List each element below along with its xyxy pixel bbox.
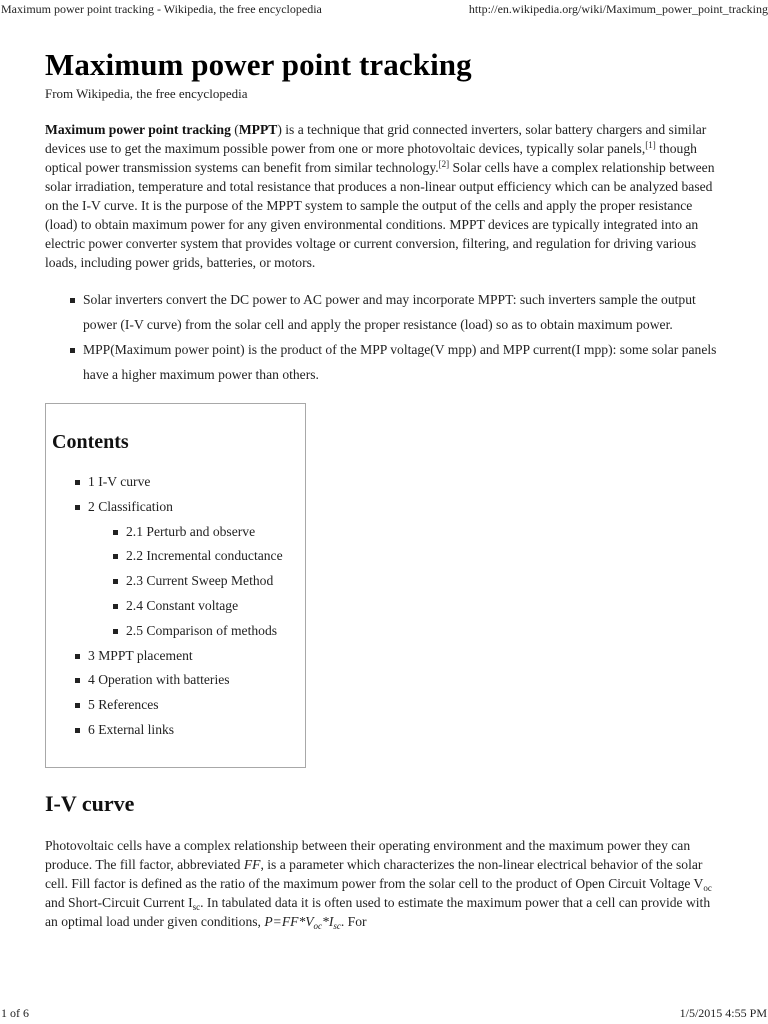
reference-2-link[interactable]: [2] (438, 159, 450, 169)
toc-item-iv-curve[interactable]: 1 I-V curve (52, 470, 299, 495)
subscript: sc (192, 902, 201, 912)
page-title: Maximum power point tracking (45, 47, 472, 82)
section-title-iv-curve: I-V curve (45, 791, 135, 816)
toc-item-mppt-placement[interactable]: 3 MPPT placement (52, 644, 299, 669)
text: ( (230, 122, 239, 137)
article-content (45, 46, 725, 931)
print-header (0, 0, 768, 18)
print-datetime: 1/5/2015 4:55 PM (679, 1006, 767, 1020)
toc-item-comparison-of-methods[interactable]: 2.5 Comparison of methods (52, 619, 299, 644)
toc-item-perturb-and-observe[interactable]: 2.1 Perturb and observe (52, 520, 299, 545)
toc-item-incremental-conductance[interactable]: 2.2 Incremental conductance (52, 544, 299, 569)
text: . For (340, 914, 367, 929)
print-footer (0, 1002, 768, 1024)
subscript: oc (703, 883, 712, 893)
text: and Short-Circuit Current I (45, 895, 193, 910)
article-subtitle: From Wikipedia, the free encyclopedia (45, 86, 248, 101)
text: . In tabulated data it is often used to estimate the maximum power that a cell can provide with an optimal load under given conditions, (45, 895, 711, 929)
abbr-term: MPPT (238, 122, 278, 137)
text: though optical power transmission systems can benefit from similar technology. (45, 141, 697, 175)
toc-item-references[interactable]: 5 References (52, 693, 299, 718)
page-indicator: 1 of 6 (1, 1006, 29, 1020)
toc-item-current-sweep-method[interactable]: 2.3 Current Sweep Method (52, 569, 299, 594)
header-page-title: Maximum power point tracking - Wikipedia, the free encyclopedia (1, 2, 322, 16)
table-of-contents (45, 403, 306, 768)
lead-paragraph (45, 120, 725, 272)
toc-item-operation-with-batteries[interactable]: 4 Operation with batteries (52, 668, 299, 693)
bullet-item: Solar inverters convert the DC power to AC power and may incorporate MPPT: such inverters sample the output power (I-V curve) from the solar cell and apply the proper resistance (load) so as to obtain maximum power. (70, 287, 730, 337)
header-url: http://en.wikipedia.org/wiki/Maximum_power_point_tracking (468, 2, 768, 16)
text: Solar cells have a complex relationship between solar irradiation, temperature and total resistance that produces a non-linear output efficiency which can be analyzed based on the I-V curve. It is the purpose of the MPPT system to sample the output of the cells and apply the proper resistance (load) to obtain maximum power for any given environmental conditions. MPPT devices are typically integrated into an electric power converter system that provides voltage or current conversion, filtering, and regulation for driving various loads, including power grids, batteries, or motors. (45, 160, 715, 270)
bullet-list (70, 287, 730, 387)
toc-item-classification[interactable]: 2 Classification (52, 495, 299, 520)
formula (264, 914, 341, 929)
subscript: oc (313, 921, 323, 931)
toc-list (52, 470, 299, 743)
bold-term: Maximum power point tracking (45, 122, 231, 137)
toc-item-external-links[interactable]: 6 External links (52, 718, 299, 743)
formula-part: *I (322, 914, 334, 929)
formula-part: P=FF*V (264, 914, 314, 929)
iv-curve-paragraph (45, 836, 725, 931)
reference-1-link[interactable]: [1] (645, 140, 656, 150)
bullet-item: MPP(Maximum power point) is the product of the MPP voltage(V mpp) and MPP current(I mpp): some solar panels have a higher maximum power than others. (70, 337, 730, 387)
text: Photovoltaic cells have a complex relationship between their operating environment and the maximum power they can produce. The fill factor, abbreviated (45, 838, 691, 872)
ff-term: FF (243, 857, 261, 872)
toc-item-constant-voltage[interactable]: 2.4 Constant voltage (52, 594, 299, 619)
text: , is a parameter which characterizes the non-linear electrical behavior of the solar cell. Fill factor is defined as the ratio of the maximum power from the solar cell to the product of Open Circuit Voltage V (45, 857, 704, 891)
text: ) is a technique that grid connected inverters, solar battery chargers and similar devices use to get the maximum possible power from one or more photovoltaic devices, typically solar panels, (45, 122, 707, 156)
subscript: sc (333, 921, 341, 931)
toc-title: Contents (52, 431, 129, 453)
